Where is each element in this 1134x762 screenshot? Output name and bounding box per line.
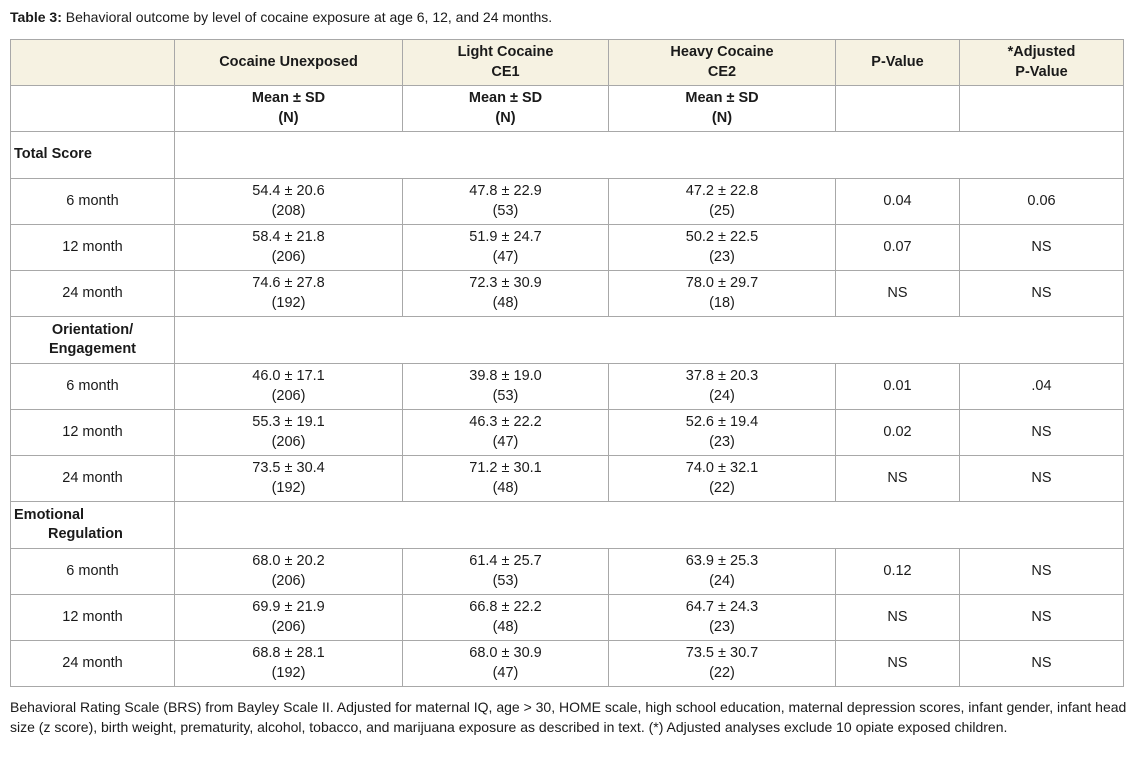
adjusted-p-value-cell: NS	[960, 225, 1124, 271]
row-label: 12 month	[11, 595, 175, 641]
table-row	[11, 179, 1124, 225]
mean-sd-cell	[609, 456, 836, 502]
mean-sd-value: 46.0 ± 17.1	[252, 368, 325, 384]
header-adjusted-line1: *Adjusted	[1007, 44, 1076, 60]
mean-sd-value: 69.9 ± 21.9	[252, 599, 325, 615]
mean-sd-cell	[609, 225, 836, 271]
n-value: (47)	[492, 248, 519, 265]
mean-sd-cell	[175, 364, 403, 410]
mean-sd-value: 39.8 ± 19.0	[469, 368, 542, 384]
mean-sd-cell	[403, 641, 609, 687]
subheader-n: (N)	[495, 109, 516, 126]
p-value-cell: NS	[836, 271, 960, 317]
mean-sd-value: 68.0 ± 20.2	[252, 553, 325, 569]
p-value-cell: NS	[836, 641, 960, 687]
header-heavy-cocaine-line2: CE2	[707, 63, 737, 80]
mean-sd-value: 47.8 ± 22.9	[469, 183, 542, 199]
mean-sd-value: 72.3 ± 30.9	[469, 275, 542, 291]
n-value: (192)	[271, 294, 306, 311]
subheader-empty-cell	[11, 86, 175, 132]
mean-sd-cell	[175, 641, 403, 687]
subheader-mean-sd: Mean ± SD	[251, 90, 326, 106]
header-light-cocaine-line1: Light Cocaine	[457, 44, 554, 60]
mean-sd-cell	[175, 271, 403, 317]
n-value: (206)	[271, 433, 306, 450]
n-value: (206)	[271, 387, 306, 404]
mean-sd-value: 63.9 ± 25.3	[685, 553, 759, 569]
adjusted-p-value-cell: NS	[960, 410, 1124, 456]
adjusted-p-value-cell: NS	[960, 595, 1124, 641]
subheader-mean-sd: Mean ± SD	[685, 90, 759, 106]
table-row	[11, 410, 1124, 456]
mean-sd-value: 68.8 ± 28.1	[252, 645, 325, 661]
table-row	[11, 225, 1124, 271]
mean-sd-value: 78.0 ± 29.7	[685, 275, 759, 291]
n-value: (48)	[492, 618, 519, 635]
section-empty-cell	[175, 317, 1124, 364]
mean-sd-cell	[403, 456, 609, 502]
adjusted-p-value-cell: NS	[960, 549, 1124, 595]
header-heavy-cocaine-line1: Heavy Cocaine	[670, 44, 774, 60]
p-value-cell: NS	[836, 456, 960, 502]
mean-sd-cell	[609, 179, 836, 225]
subheader-n: (N)	[278, 109, 299, 126]
table-body	[11, 40, 1124, 687]
mean-sd-value: 52.6 ± 19.4	[685, 414, 759, 430]
section-title-line: Total Score	[14, 146, 92, 163]
mean-sd-value: 58.4 ± 21.8	[252, 229, 325, 245]
section-row	[11, 502, 1124, 549]
p-value-cell: 0.07	[836, 225, 960, 271]
table-row	[11, 271, 1124, 317]
n-value: (47)	[492, 433, 519, 450]
p-value-cell: NS	[836, 595, 960, 641]
mean-sd-cell	[403, 179, 609, 225]
row-label: 24 month	[11, 456, 175, 502]
row-label: 12 month	[11, 410, 175, 456]
adjusted-p-value-cell: NS	[960, 271, 1124, 317]
behavioral-outcome-table	[10, 39, 1124, 687]
adjusted-p-value-cell: NS	[960, 641, 1124, 687]
subheader-heavy	[609, 86, 836, 132]
mean-sd-cell	[609, 595, 836, 641]
header-p-value: P-Value	[836, 40, 960, 86]
mean-sd-value: 47.2 ± 22.8	[685, 183, 759, 199]
n-value: (206)	[271, 572, 306, 589]
n-value: (206)	[271, 618, 306, 635]
n-value: (208)	[271, 202, 306, 219]
row-label: 6 month	[11, 179, 175, 225]
section-row	[11, 317, 1124, 364]
table-row	[11, 364, 1124, 410]
header-row	[11, 40, 1124, 86]
mean-sd-cell	[175, 179, 403, 225]
header-light-cocaine-line2: CE1	[491, 63, 520, 80]
mean-sd-cell	[175, 410, 403, 456]
section-title-line: Regulation	[48, 526, 123, 542]
subheader-unexposed	[175, 86, 403, 132]
p-value-cell: 0.04	[836, 179, 960, 225]
mean-sd-value: 74.6 ± 27.8	[252, 275, 325, 291]
subheader-light	[403, 86, 609, 132]
adjusted-p-value-cell: NS	[960, 456, 1124, 502]
header-heavy-cocaine	[609, 40, 836, 86]
subheader-row	[11, 86, 1124, 132]
subheader-empty-p	[836, 86, 960, 132]
mean-sd-cell	[175, 456, 403, 502]
mean-sd-cell	[403, 271, 609, 317]
n-value: (22)	[709, 479, 735, 496]
table-row	[11, 641, 1124, 687]
table-row	[11, 549, 1124, 595]
n-value: (24)	[709, 387, 735, 404]
n-value: (23)	[709, 433, 735, 450]
mean-sd-cell	[609, 641, 836, 687]
subheader-n: (N)	[711, 109, 733, 126]
mean-sd-value: 73.5 ± 30.4	[252, 460, 325, 476]
mean-sd-cell	[403, 595, 609, 641]
n-value: (206)	[271, 248, 306, 265]
p-value-cell: 0.02	[836, 410, 960, 456]
mean-sd-value: 50.2 ± 22.5	[685, 229, 759, 245]
subheader-mean-sd: Mean ± SD	[468, 90, 543, 106]
row-label: 6 month	[11, 364, 175, 410]
header-light-cocaine	[403, 40, 609, 86]
table-row	[11, 456, 1124, 502]
mean-sd-cell	[175, 225, 403, 271]
mean-sd-cell	[403, 549, 609, 595]
mean-sd-value: 54.4 ± 20.6	[252, 183, 325, 199]
subheader-empty-adj	[960, 86, 1124, 132]
row-label: 12 month	[11, 225, 175, 271]
adjusted-p-value-cell: 0.06	[960, 179, 1124, 225]
n-value: (192)	[271, 664, 306, 681]
mean-sd-value: 66.8 ± 22.2	[469, 599, 542, 615]
mean-sd-cell	[403, 225, 609, 271]
n-value: (24)	[709, 572, 735, 589]
table-caption	[10, 9, 552, 26]
n-value: (48)	[492, 294, 519, 311]
mean-sd-cell	[609, 271, 836, 317]
p-value-cell: 0.01	[836, 364, 960, 410]
mean-sd-cell	[403, 364, 609, 410]
section-title	[11, 317, 175, 364]
table-caption-text: Behavioral outcome by level of cocaine exposure at age 6, 12, and 24 months.	[61, 9, 553, 25]
section-title-line: Engagement	[48, 341, 136, 357]
table-row	[11, 595, 1124, 641]
section-title	[11, 502, 175, 549]
mean-sd-value: 64.7 ± 24.3	[685, 599, 759, 615]
row-label: 24 month	[11, 271, 175, 317]
header-adjusted-p-value	[960, 40, 1124, 86]
n-value: (22)	[709, 664, 735, 681]
section-title	[11, 132, 175, 179]
header-empty-cell	[11, 40, 175, 86]
section-title-line: Orientation/	[51, 321, 134, 338]
header-adjusted-line2: P-Value	[1015, 63, 1068, 80]
n-value: (47)	[492, 664, 519, 681]
n-value: (25)	[709, 202, 735, 219]
header-cocaine-unexposed: Cocaine Unexposed	[175, 40, 403, 86]
mean-sd-value: 71.2 ± 30.1	[469, 460, 542, 476]
mean-sd-cell	[175, 595, 403, 641]
p-value-cell: 0.12	[836, 549, 960, 595]
mean-sd-value: 55.3 ± 19.1	[252, 414, 325, 430]
n-value: (23)	[709, 618, 735, 635]
n-value: (23)	[709, 248, 735, 265]
mean-sd-value: 61.4 ± 25.7	[469, 553, 542, 569]
row-label: 24 month	[11, 641, 175, 687]
row-label: 6 month	[11, 549, 175, 595]
mean-sd-cell	[609, 410, 836, 456]
section-title-line: Emotional	[14, 506, 85, 523]
n-value: (53)	[492, 387, 519, 404]
mean-sd-value: 51.9 ± 24.7	[469, 229, 542, 245]
section-empty-cell	[175, 132, 1124, 179]
n-value: (48)	[492, 479, 519, 496]
section-row	[11, 132, 1124, 179]
n-value: (53)	[492, 572, 519, 589]
n-value: (53)	[492, 202, 519, 219]
mean-sd-value: 73.5 ± 30.7	[685, 645, 759, 661]
mean-sd-cell	[403, 410, 609, 456]
n-value: (18)	[709, 294, 735, 311]
mean-sd-cell	[609, 364, 836, 410]
mean-sd-value: 74.0 ± 32.1	[685, 460, 759, 476]
mean-sd-value: 68.0 ± 30.9	[469, 645, 542, 661]
adjusted-p-value-cell: .04	[960, 364, 1124, 410]
table-footnote: Behavioral Rating Scale (BRS) from Bayley Scale II. Adjusted for maternal IQ, age > 30, HOME scale, high school education, maternal depression scores, infant gender, infant head size (z score), birth weight, prematurity, alcohol, tobacco, and marijuana exposure as described in text. (*) Adjusted analyses exclude 10 opiate exposed children.	[10, 699, 1127, 735]
section-empty-cell	[175, 502, 1124, 549]
mean-sd-value: 37.8 ± 20.3	[685, 368, 759, 384]
mean-sd-cell	[609, 549, 836, 595]
mean-sd-value: 46.3 ± 22.2	[469, 414, 542, 430]
mean-sd-cell	[175, 549, 403, 595]
n-value: (192)	[271, 479, 306, 496]
table-caption-label: Table 3:	[10, 9, 62, 25]
